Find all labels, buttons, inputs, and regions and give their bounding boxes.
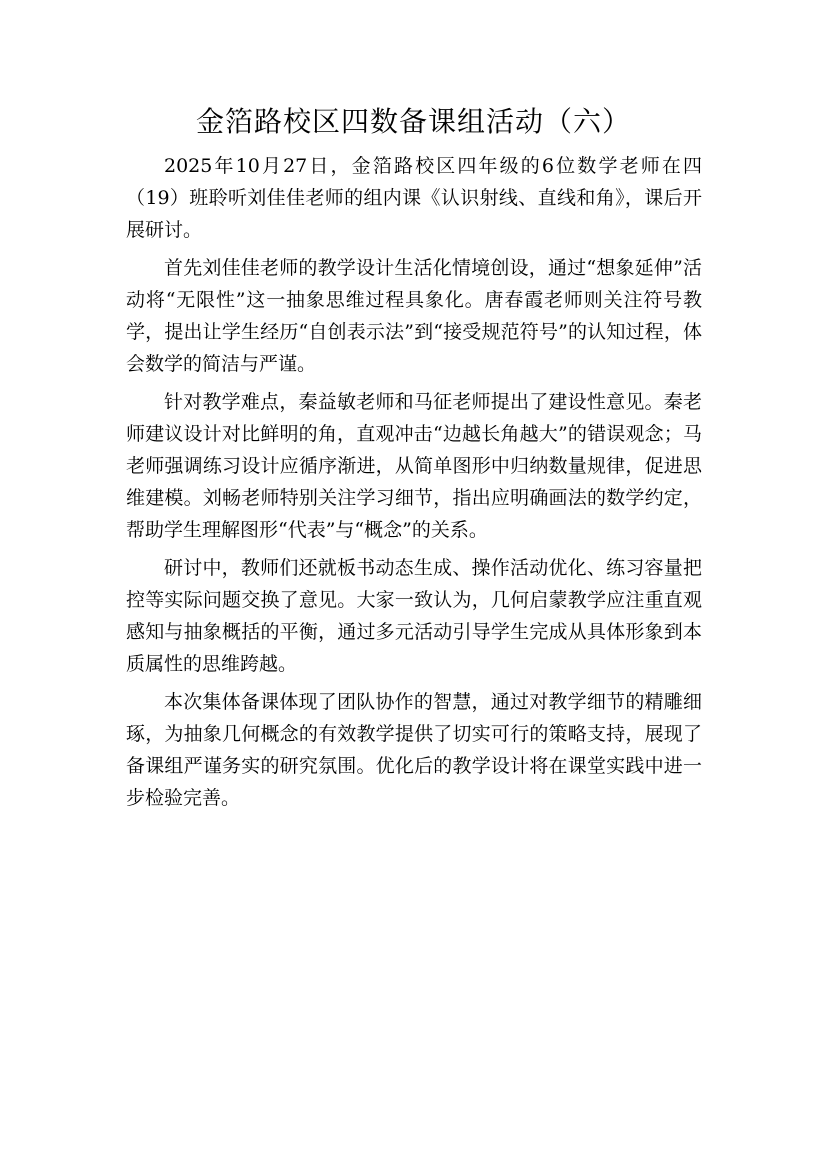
paragraph-discussion: 研讨中，教师们还就板书动态生成、操作活动优化、练习容量把控等实际问题交换了意见。大家一致认为，几何启蒙教学应注重直观感知与抽象概括的平衡，通过多元活动引导学生完成从具体形象到本质属性的思维跨越。 — [126, 557, 702, 675]
paragraph-intro: 2025年10月27日，金箔路校区四年级的6位数学老师在四（19）班聆听刘佳佳老师的组内课《认识射线、直线和角》，课后开展研讨。 — [126, 155, 702, 241]
paragraph-teaching-design: 首先刘佳佳老师的教学设计生活化情境创设，通过“想象延伸”活动将“无限性”这一抽象思维过程具象化。唐春霞老师则关注符号教学，提出让学生经历“自创表示法”到“接受规范符号”的认知过程，体会数学的简洁与严谨。 — [126, 257, 702, 375]
document-title: 金箔路校区四数备课组活动（六） — [195, 105, 631, 138]
document-body — [126, 150, 702, 820]
paragraph-suggestions: 针对教学难点，秦益敏老师和马征老师提出了建设性意见。秦老师建议设计对比鲜明的角，直观冲击“边越长角越大”的错误观念；马老师强调练习设计应循序渐进，从简单图形中归纳数量规律，促进思维建模。刘畅老师特别关注学习细节，指出应明确画法的数学约定，帮助学生理解图形“代表”与“概念”的关系。 — [126, 391, 702, 541]
paragraph-summary: 本次集体备课体现了团队协作的智慧，通过对教学细节的精雕细琢，为抽象几何概念的有效教学提供了切实可行的策略支持，展现了备课组严谨务实的研究氛围。优化后的教学设计将在课堂实践中进一步检验完善。 — [126, 691, 702, 809]
